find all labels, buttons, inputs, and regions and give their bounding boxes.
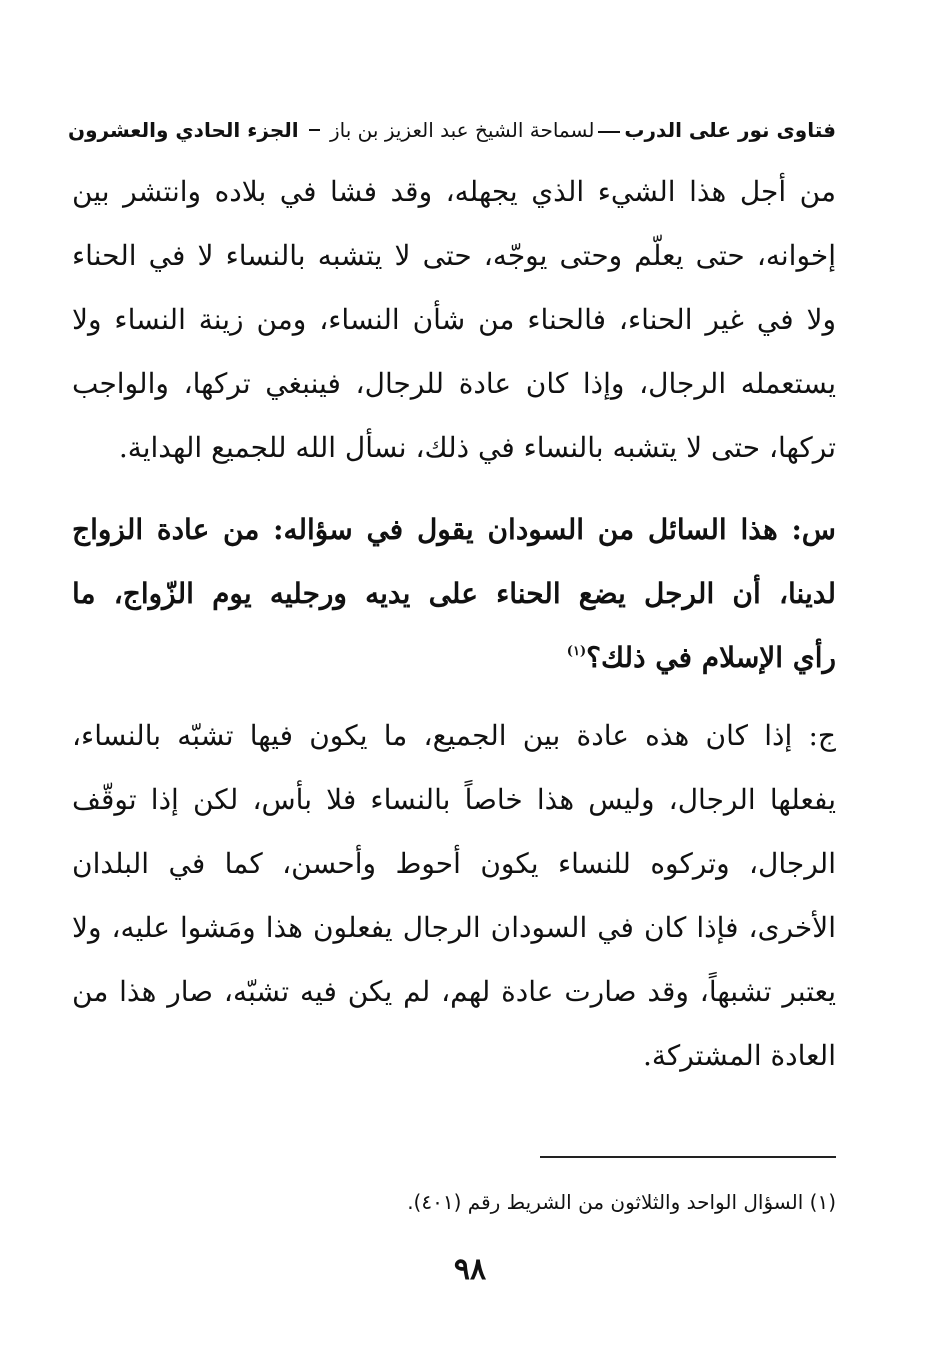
question-text: رأي الإسلام في ذلك؟ (586, 641, 836, 674)
question-line: س: هذا السائل من السودان يقول في سؤاله: من عادة الزواج (72, 513, 836, 546)
footnote-separator (540, 1156, 836, 1158)
footnote-reference[interactable]: (١) (566, 644, 587, 659)
answer-paragraph (72, 704, 836, 1088)
header-rule (309, 129, 320, 131)
text-line: إخوانه، حتى يعلّم وحتى يوجّه، حتى لا يتشبه بالنساء لا في الحناء (72, 239, 836, 272)
text-line: ولا في غير الحناء، فالحناء من شأن النساء، ومن زينة النساء ولا (72, 303, 836, 336)
text-line: يستعمله الرجال، وإذا كان عادة للرجال، فينبغي تركها، والواجب (72, 367, 836, 400)
question-line: لدينا، أن الرجل يضع الحناء على يديه ورجليه يوم الزّواج، ما (72, 577, 836, 610)
question-paragraph (72, 498, 836, 690)
footnote: (١) السؤال الواحد والثلاثون من الشريط رقم (٤٠١). (407, 1190, 836, 1214)
question-line-last (72, 626, 836, 690)
page-number: ٩٨ (453, 1252, 487, 1287)
answer-line: العادة المشتركة. (642, 1039, 836, 1072)
answer-line: يعتبر تشبهاً، وقد صارت عادة لهم، لم يكن فيه تشبّه، صار هذا من (72, 975, 836, 1008)
book-title: فتاوى نور على الدرب (624, 118, 836, 142)
text-line: تركها، حتى لا يتشبه بالنساء في ذلك، نسأل الله للجميع الهداية. (118, 431, 836, 464)
volume-part: الجزء الحادي والعشرون (68, 118, 299, 142)
answer-line: الأخرى، فإذا كان في السودان الرجال يفعلون هذا ومَشوا عليه، ولا (72, 911, 836, 944)
author-name: لسماحة الشيخ عبد العزيز بن باز (330, 118, 595, 142)
text-line: من أجل هذا الشيء الذي يجهله، وقد فشا في بلاده وانتشر بين (72, 175, 836, 208)
answer-line: يفعلها الرجال، وليس هذا خاصاً بالنساء فلا بأس، لكن إذا توقّف (72, 783, 836, 816)
header-left-group (330, 118, 836, 142)
answer-line: ج: إذا كان هذه عادة بين الجميع، ما يكون فيها تشبّه بالنساء، (72, 719, 836, 752)
header-dash (598, 131, 620, 133)
running-header (68, 112, 836, 148)
answer-line: الرجال، وتركوه للنساء يكون أحوط وأحسن، كما في البلدان (72, 847, 836, 880)
paragraph-continuation (72, 160, 836, 480)
